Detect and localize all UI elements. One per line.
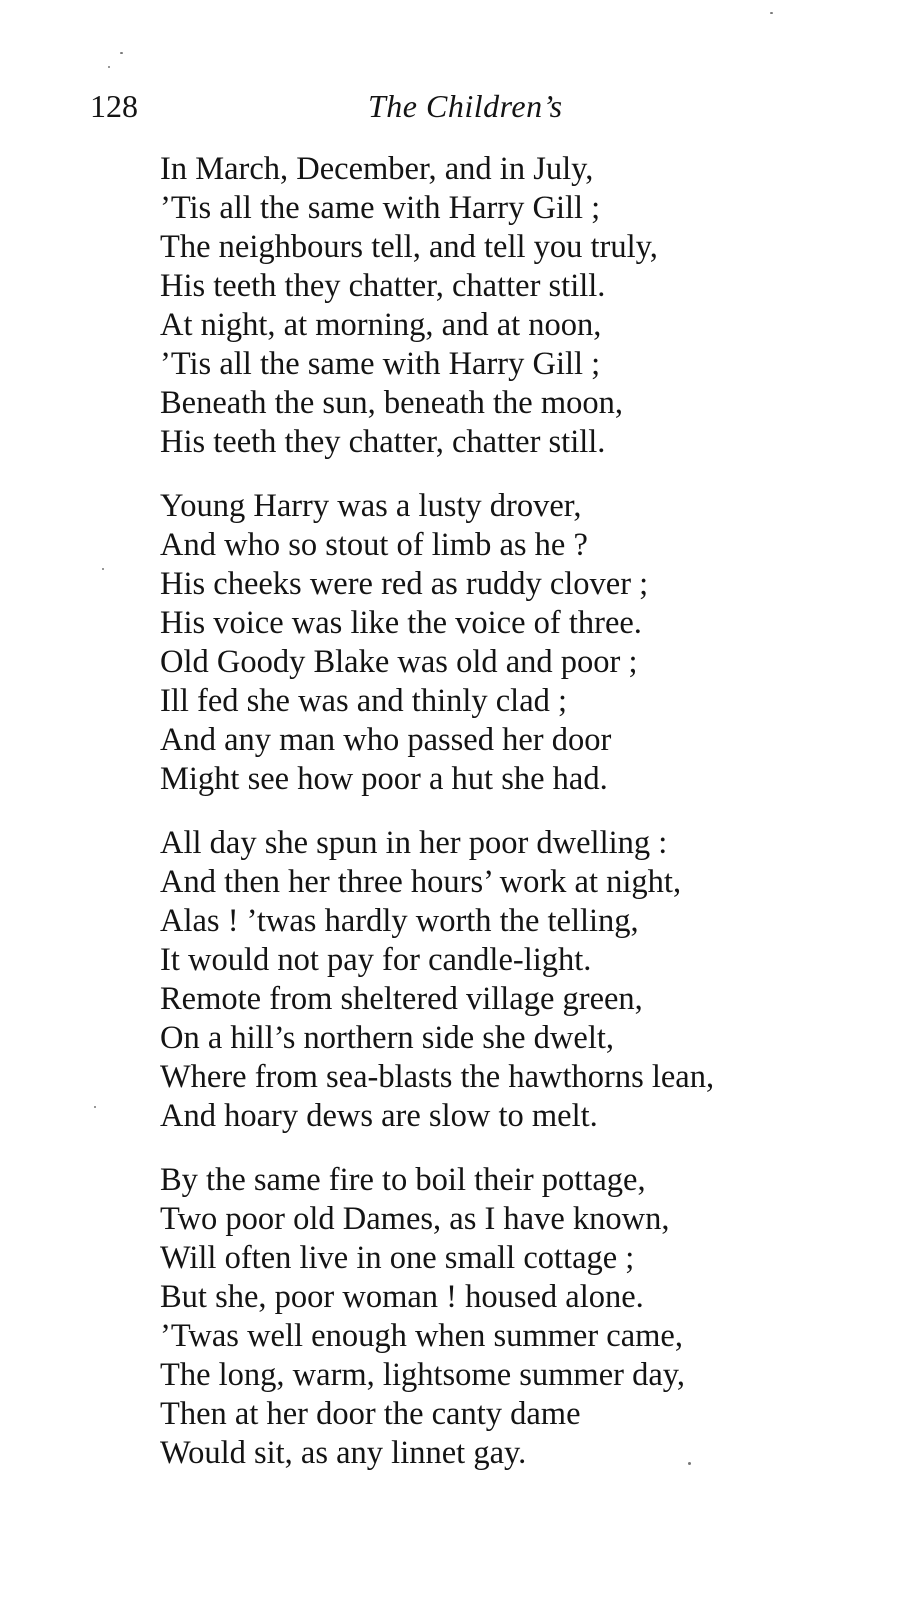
verse-line: Ill fed she was and thinly clad ; <box>160 683 568 719</box>
verse-line: Beneath the sun, beneath the moon, <box>160 385 623 421</box>
page-number: 128 <box>90 88 138 124</box>
verse-line: Alas ! ’twas hardly worth the telling, <box>160 903 639 939</box>
verse-line: Two poor old Dames, as I have known, <box>160 1201 670 1237</box>
verse-line: In March, December, and in July, <box>160 151 594 187</box>
scan-speck <box>770 12 773 14</box>
verse-line: ’Tis all the same with Harry Gill ; <box>160 346 601 382</box>
running-head <box>0 84 920 128</box>
scan-speck <box>102 568 104 570</box>
verse-line: Young Harry was a lusty drover, <box>160 488 582 524</box>
verse-line: But she, poor woman ! housed alone. <box>160 1279 644 1315</box>
verse-line: His teeth they chatter, chatter still. <box>160 424 606 460</box>
verse-line: Old Goody Blake was old and poor ; <box>160 644 638 680</box>
verse-line: All day she spun in her poor dwelling : <box>160 825 668 861</box>
verse-line: His teeth they chatter, chatter still. <box>160 268 606 304</box>
stanza-2 <box>160 487 860 799</box>
scan-speck <box>688 1462 691 1465</box>
verse-line: ’Tis all the same with Harry Gill ; <box>160 190 601 226</box>
stanza-4 <box>160 1161 860 1473</box>
verse-line: And hoary dews are slow to melt. <box>160 1098 598 1134</box>
verse-line: And then her three hours’ work at night, <box>160 864 682 900</box>
scan-speck <box>108 66 110 68</box>
verse-line: At night, at morning, and at noon, <box>160 307 602 343</box>
verse-line: Then at her door the canty dame <box>160 1396 581 1432</box>
verse-line: ’Twas well enough when summer came, <box>160 1318 683 1354</box>
running-title: The Children’s <box>368 88 563 124</box>
verse-line: And who so stout of limb as he ? <box>160 527 588 563</box>
verse-line: Where from sea-blasts the hawthorns lean, <box>160 1059 715 1095</box>
verse-line: His cheeks were red as ruddy clover ; <box>160 566 649 602</box>
verse-line: And any man who passed her door <box>160 722 612 758</box>
verse-line: Remote from sheltered village green, <box>160 981 643 1017</box>
verse-line: The long, warm, lightsome summer day, <box>160 1357 686 1393</box>
stanza-1 <box>160 150 860 462</box>
scan-speck <box>120 52 123 54</box>
stanza-3 <box>160 824 860 1136</box>
verse-line: Would sit, as any linnet gay. <box>160 1435 527 1471</box>
scan-speck <box>94 1106 96 1108</box>
verse-line: By the same fire to boil their pottage, <box>160 1162 646 1198</box>
verse-line: The neighbours tell, and tell you truly, <box>160 229 658 265</box>
verse-line: Will often live in one small cottage ; <box>160 1240 635 1276</box>
verse-line: His voice was like the voice of three. <box>160 605 642 641</box>
verse-line: On a hill’s northern side she dwelt, <box>160 1020 615 1056</box>
poem-body <box>160 150 860 1498</box>
verse-line: It would not pay for candle-light. <box>160 942 592 978</box>
verse-line: Might see how poor a hut she had. <box>160 761 608 797</box>
